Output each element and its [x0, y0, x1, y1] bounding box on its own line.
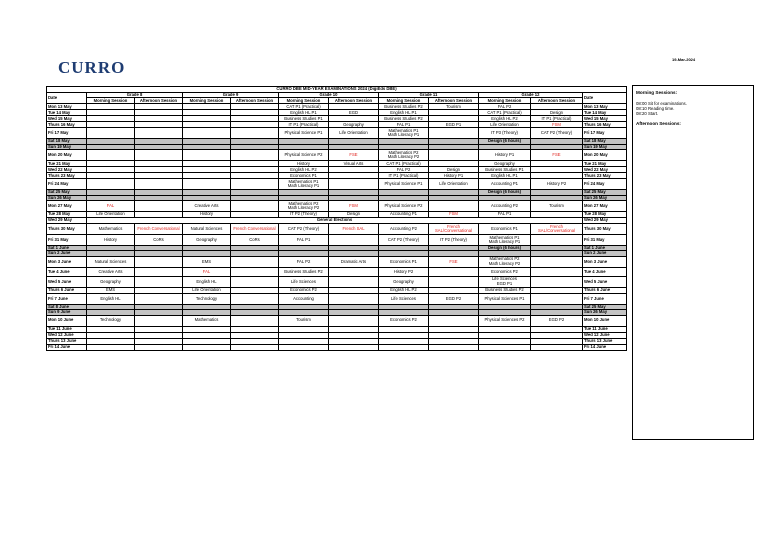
exam-cell: Economics P1 [279, 173, 329, 179]
table-row [47, 179, 627, 190]
date-header: Date [47, 93, 87, 104]
date-cell-right: Mon 10 June [583, 315, 627, 326]
exam-cell: Dramatic Arts [329, 256, 379, 267]
exam-cell: Physical Science P1 [279, 128, 329, 139]
exam-cell: Economics P2 [279, 287, 329, 293]
exam-cell: CoRs [231, 235, 279, 246]
date-cell-right: Fri 31 May [583, 235, 627, 246]
grade-9-header: Grade 9 [183, 93, 279, 98]
date-cell-right: Thurs 30 May [583, 224, 627, 235]
exam-cell: EMS [183, 256, 231, 267]
table-row [47, 128, 627, 139]
exam-cell: Mathematics P2 Math Literacy P2 [379, 150, 429, 161]
exam-cell: EGD [329, 110, 379, 116]
exam-cell: Physical Science P2 [379, 201, 429, 212]
exam-cell: Creative Arts [87, 267, 135, 276]
date-cell-right: Tue 4 June [583, 267, 627, 276]
exam-cell: FAL P1 [279, 235, 329, 246]
session-header: Afternoon Session [429, 98, 479, 104]
session-header: Afternoon Session [531, 98, 583, 104]
exam-cell: English HL P2 [379, 287, 429, 293]
exam-cell: IT P1 (Practical) [531, 116, 583, 122]
exam-cell: Geography [379, 276, 429, 287]
session-notes-panel [632, 85, 754, 440]
table-row [47, 224, 627, 235]
morning-sessions-title: Morning Sessions: [636, 90, 678, 95]
date-cell-right: Wed 15 May [583, 116, 627, 122]
date-cell: Wed 12 June [47, 332, 87, 338]
date-cell: Thurs 30 May [47, 224, 87, 235]
date-cell: Tue 4 June [47, 267, 87, 276]
exam-cell: Geography [183, 235, 231, 246]
session-header: Afternoon Session [135, 98, 183, 104]
exam-cell: Natural Sciences [183, 224, 231, 235]
exam-cell: French SAL/Conversational [531, 224, 583, 235]
date-cell: Sat 8 June [47, 304, 87, 309]
date-cell: Tue 14 May [47, 110, 87, 116]
exam-cell: Tourism [531, 201, 583, 212]
exam-cell: Accounting P1 [479, 179, 531, 190]
exam-cell: Economics P1 [379, 256, 429, 267]
exam-cell: IT P1 (Practical) [279, 122, 329, 128]
exam-cell: Mathematics P2 Math Literacy P2 [279, 201, 329, 212]
date-cell: Sun 2 June [47, 251, 87, 256]
exam-cell: Business Studies P2 [279, 267, 329, 276]
date-cell-right: Wed 12 June [583, 332, 627, 338]
general-elections-label: General Elections [87, 218, 583, 224]
timetable-title: CURRO DBE MID-YEAR EXAMINATIONS 2024 (DigiEds DBE) [47, 87, 627, 93]
exam-cell: Accounting P2 [479, 201, 531, 212]
exam-cell: Accounting [279, 293, 329, 304]
exam-cell: English HL P1 [479, 173, 531, 179]
table-row [47, 344, 627, 350]
exam-cell: FAL [87, 201, 135, 212]
exam-cell: Tourism [429, 104, 479, 110]
exam-cell: History P2 [379, 267, 429, 276]
exam-cell: CAT P1 (Practical) [479, 110, 531, 116]
exam-cell: Design (6 hours) [479, 246, 531, 251]
date-cell-right: Fri 24 May [583, 179, 627, 190]
exam-cell: Life Orientation [329, 128, 379, 139]
date-header-right: Date [583, 93, 627, 104]
exam-cell: French Conversational [231, 224, 279, 235]
exam-cell: Accounting P2 [379, 224, 429, 235]
exam-cell: Mathematics [183, 315, 231, 326]
exam-cell: Design [429, 167, 479, 173]
exam-cell: FSE [429, 256, 479, 267]
exam-cell: CAT P2 (Theory) [379, 235, 429, 246]
date-cell: Tue 21 May [47, 161, 87, 167]
exam-cell: Geography [329, 122, 379, 128]
exam-cell: FSE [329, 150, 379, 161]
date-cell-right: Tue 21 May [583, 161, 627, 167]
exam-cell: Technology [87, 315, 135, 326]
table-row [47, 276, 627, 287]
date-cell: Thurs 16 May [47, 122, 87, 128]
exam-cell: IT P2 (Theory) [279, 212, 329, 218]
date-cell-right: Sat 1 June [583, 246, 627, 251]
date-cell-right: Sat 18 May [583, 139, 627, 144]
exam-cell: History [87, 235, 135, 246]
table-row [47, 267, 627, 276]
date-cell-right: Thurs 23 May [583, 173, 627, 179]
exam-cell: EGD P2 [429, 293, 479, 304]
exam-cell: English HL [183, 276, 231, 287]
date-cell-right: Mon 27 May [583, 201, 627, 212]
date-cell: Wed 5 June [47, 276, 87, 287]
exam-cell: Physical Science P1 [379, 179, 429, 190]
date-cell-right: Sun 26 May [583, 195, 627, 200]
exam-cell: Life Orientation [87, 212, 135, 218]
exam-cell: Natural Sciences [87, 256, 135, 267]
exam-cell: FAL P1 [479, 212, 531, 218]
date-cell-right: Sat 25 May [583, 190, 627, 195]
date-cell: Fri 17 May [47, 128, 87, 139]
date-cell: Sun 26 May [47, 195, 87, 200]
date-cell: Mon 20 May [47, 150, 87, 161]
exam-cell: English HL [87, 293, 135, 304]
morning-note: 08:00 Sit for examinations. [636, 100, 687, 106]
date-cell: Sat 1 June [47, 246, 87, 251]
date-cell: Wed 29 May [47, 218, 87, 224]
exam-cell: Creative Arts [183, 201, 231, 212]
exam-cell: Life Orientation [183, 287, 231, 293]
morning-note: 08:10 Reading time. [636, 106, 675, 112]
exam-cell: EGD P1 [429, 122, 479, 128]
grade-10-header: Grade 10 [279, 93, 379, 98]
date-cell-right: Sat 25 May [583, 304, 627, 309]
date-cell-right: Thurs 6 June [583, 287, 627, 293]
exam-cell: Mathematics P1 Math Literacy P1 [479, 235, 531, 246]
exam-cell: Technology [183, 293, 231, 304]
date-cell: Thurs 6 June [47, 287, 87, 293]
grade-8-header: Grade 8 [87, 93, 183, 98]
exam-cell: Physical Science P2 [279, 150, 329, 161]
exam-cell: EMS [87, 287, 135, 293]
exam-cell: French SAL/Conversational [429, 224, 479, 235]
date-cell: Sun 19 May [47, 144, 87, 149]
exam-cell: History [183, 212, 231, 218]
date-cell: Fri 14 June [47, 344, 87, 350]
table-row [47, 201, 627, 212]
exam-cell: History [279, 161, 329, 167]
exam-cell: Geography [479, 161, 531, 167]
exam-cell: Mathematics P1 Math Literacy P1 [379, 128, 429, 139]
session-header: Afternoon Session [231, 98, 279, 104]
exam-cell: Tourism [279, 315, 329, 326]
date-cell: Tue 28 May [47, 212, 87, 218]
exam-cell: Accounting P1 [379, 212, 429, 218]
exam-cell: Mathematics [87, 224, 135, 235]
date-cell-right: Thurs 16 May [583, 122, 627, 128]
exam-cell: Business Studies P2 [379, 116, 429, 122]
exam-cell: Life Sciences [279, 276, 329, 287]
exam-cell: EGD P2 [531, 315, 583, 326]
exam-cell: Physical Sciences P1 [479, 293, 531, 304]
date-cell: Sat 18 May [47, 139, 87, 144]
date-cell-right: Mon 3 June [583, 256, 627, 267]
date-cell-right: Mon 20 May [583, 150, 627, 161]
exam-cell: Geography [87, 276, 135, 287]
table-row [47, 293, 627, 304]
grade-12-header: Grade 12 [479, 93, 583, 98]
date-cell: Tue 11 June [47, 326, 87, 332]
exam-cell: Life Orientation [429, 179, 479, 190]
date-cell-right: Thurs 13 June [583, 338, 627, 344]
date-cell: Thurs 13 June [47, 338, 87, 344]
date-cell: Mon 27 May [47, 201, 87, 212]
table-row [47, 235, 627, 246]
exam-cell: Physical Sciences P2 [479, 315, 531, 326]
session-header: Morning Session [379, 98, 429, 104]
date-cell: Wed 15 May [47, 116, 87, 122]
date-cell-right: Wed 29 May [583, 218, 627, 224]
exam-cell: Design [531, 110, 583, 116]
exam-cell: FSM [531, 122, 583, 128]
exam-cell: English HL P2 [279, 167, 329, 173]
date-cell: Wed 22 May [47, 167, 87, 173]
date-cell-right: Tue 11 June [583, 326, 627, 332]
exam-cell: French Conversational [135, 224, 183, 235]
exam-cell: Life Sciences EGD P1 [479, 276, 531, 287]
exam-cell: Mathematics P1 Math Literacy P1 [279, 179, 329, 190]
date-cell-right: Sun 19 May [583, 144, 627, 149]
date-cell-right: Wed 5 June [583, 276, 627, 287]
afternoon-sessions-title: Afternoon Sessions: [636, 120, 681, 126]
date-cell-right: Wed 22 May [583, 167, 627, 173]
exam-cell: Visual Arts [329, 161, 379, 167]
exam-timetable [46, 86, 627, 351]
date-cell: Fri 7 June [47, 293, 87, 304]
exam-cell: Business Studies P2 [479, 287, 531, 293]
exam-cell: English HL P1 [279, 110, 329, 116]
exam-cell: IT P3 (Theory) [479, 128, 531, 139]
date-cell-right: Tue 28 May [583, 212, 627, 218]
date-cell: Mon 10 June [47, 315, 87, 326]
session-header: Morning Session [87, 98, 135, 104]
date-cell-right: Fri 17 May [583, 128, 627, 139]
table-row [47, 315, 627, 326]
exam-cell: CAT P1 (Practical) [379, 161, 429, 167]
date-cell-right: Sun 2 June [583, 251, 627, 256]
date-cell: Sat 25 May [47, 190, 87, 195]
date-cell: Mon 3 June [47, 256, 87, 267]
exam-cell: Design (6 hours) [479, 190, 531, 195]
exam-cell: Economics P2 [479, 267, 531, 276]
date-cell: Thurs 23 May [47, 173, 87, 179]
date-cell: Fri 31 May [47, 235, 87, 246]
exam-cell: Business Studies P1 [479, 167, 531, 173]
session-header: Morning Session [479, 98, 531, 104]
exam-cell: Economics P2 [379, 315, 429, 326]
exam-cell: English HL P2 [479, 116, 531, 122]
curro-logo: CURRO [58, 58, 126, 77]
grade-11-header: Grade 11 [379, 93, 479, 98]
exam-cell: FAL P2 [279, 256, 329, 267]
exam-cell: History P1 [429, 173, 479, 179]
date-cell: Mon 13 May [47, 104, 87, 110]
exam-cell: FAL P1 [379, 122, 429, 128]
exam-cell: Design (6 hours) [479, 139, 531, 144]
exam-cell: FSE [531, 150, 583, 161]
session-header: Afternoon Session [329, 98, 379, 104]
date-cell: Fri 24 May [47, 179, 87, 190]
morning-note: 08:20 Start. [636, 111, 659, 117]
table-row [47, 256, 627, 267]
exam-cell: Design [329, 212, 379, 218]
table-row [47, 150, 627, 161]
session-header: Morning Session [183, 98, 231, 104]
exam-cell: IT P1 (Practical) [379, 173, 429, 179]
exam-cell: Life Orientation [479, 122, 531, 128]
exam-cell: CAT P2 (Theory) [531, 128, 583, 139]
session-header: Morning Session [279, 98, 329, 104]
exam-cell: French SAL [329, 224, 379, 235]
exam-cell: FAL [183, 267, 231, 276]
exam-cell: Life Sciences [379, 293, 429, 304]
date-cell-right: Sun 26 May [583, 310, 627, 315]
exam-cell: History P2 [531, 179, 583, 190]
date-cell-right: Mon 13 May [583, 104, 627, 110]
exam-cell: FAL P2 [379, 167, 429, 173]
date-cell: Sun 9 June [47, 310, 87, 315]
exam-cell: FSM [429, 212, 479, 218]
exam-cell: IT P2 (Theory) [429, 235, 479, 246]
exam-cell: Mathematics P2 Math Literacy P2 [479, 256, 531, 267]
exam-cell: FAL P2 [479, 104, 531, 110]
exam-cell: History P1 [479, 150, 531, 161]
date-cell-right: Fri 7 June [583, 293, 627, 304]
exam-cell: Business Studies P1 [279, 116, 329, 122]
exam-cell: Business Studies P2 [379, 104, 429, 110]
exam-cell: CoRs [135, 235, 183, 246]
date-cell-right: Tue 14 May [583, 110, 627, 116]
document-date: 19-Mar-2024 [672, 57, 696, 62]
exam-cell: FSM [329, 201, 379, 212]
exam-cell: English HL P1 [379, 110, 429, 116]
date-cell-right: Fri 14 June [583, 344, 627, 350]
exam-cell: CAT P2 (Theory) [279, 224, 329, 235]
exam-cell: Economics P1 [479, 224, 531, 235]
exam-cell: CAT P1 (Practical) [279, 104, 329, 110]
